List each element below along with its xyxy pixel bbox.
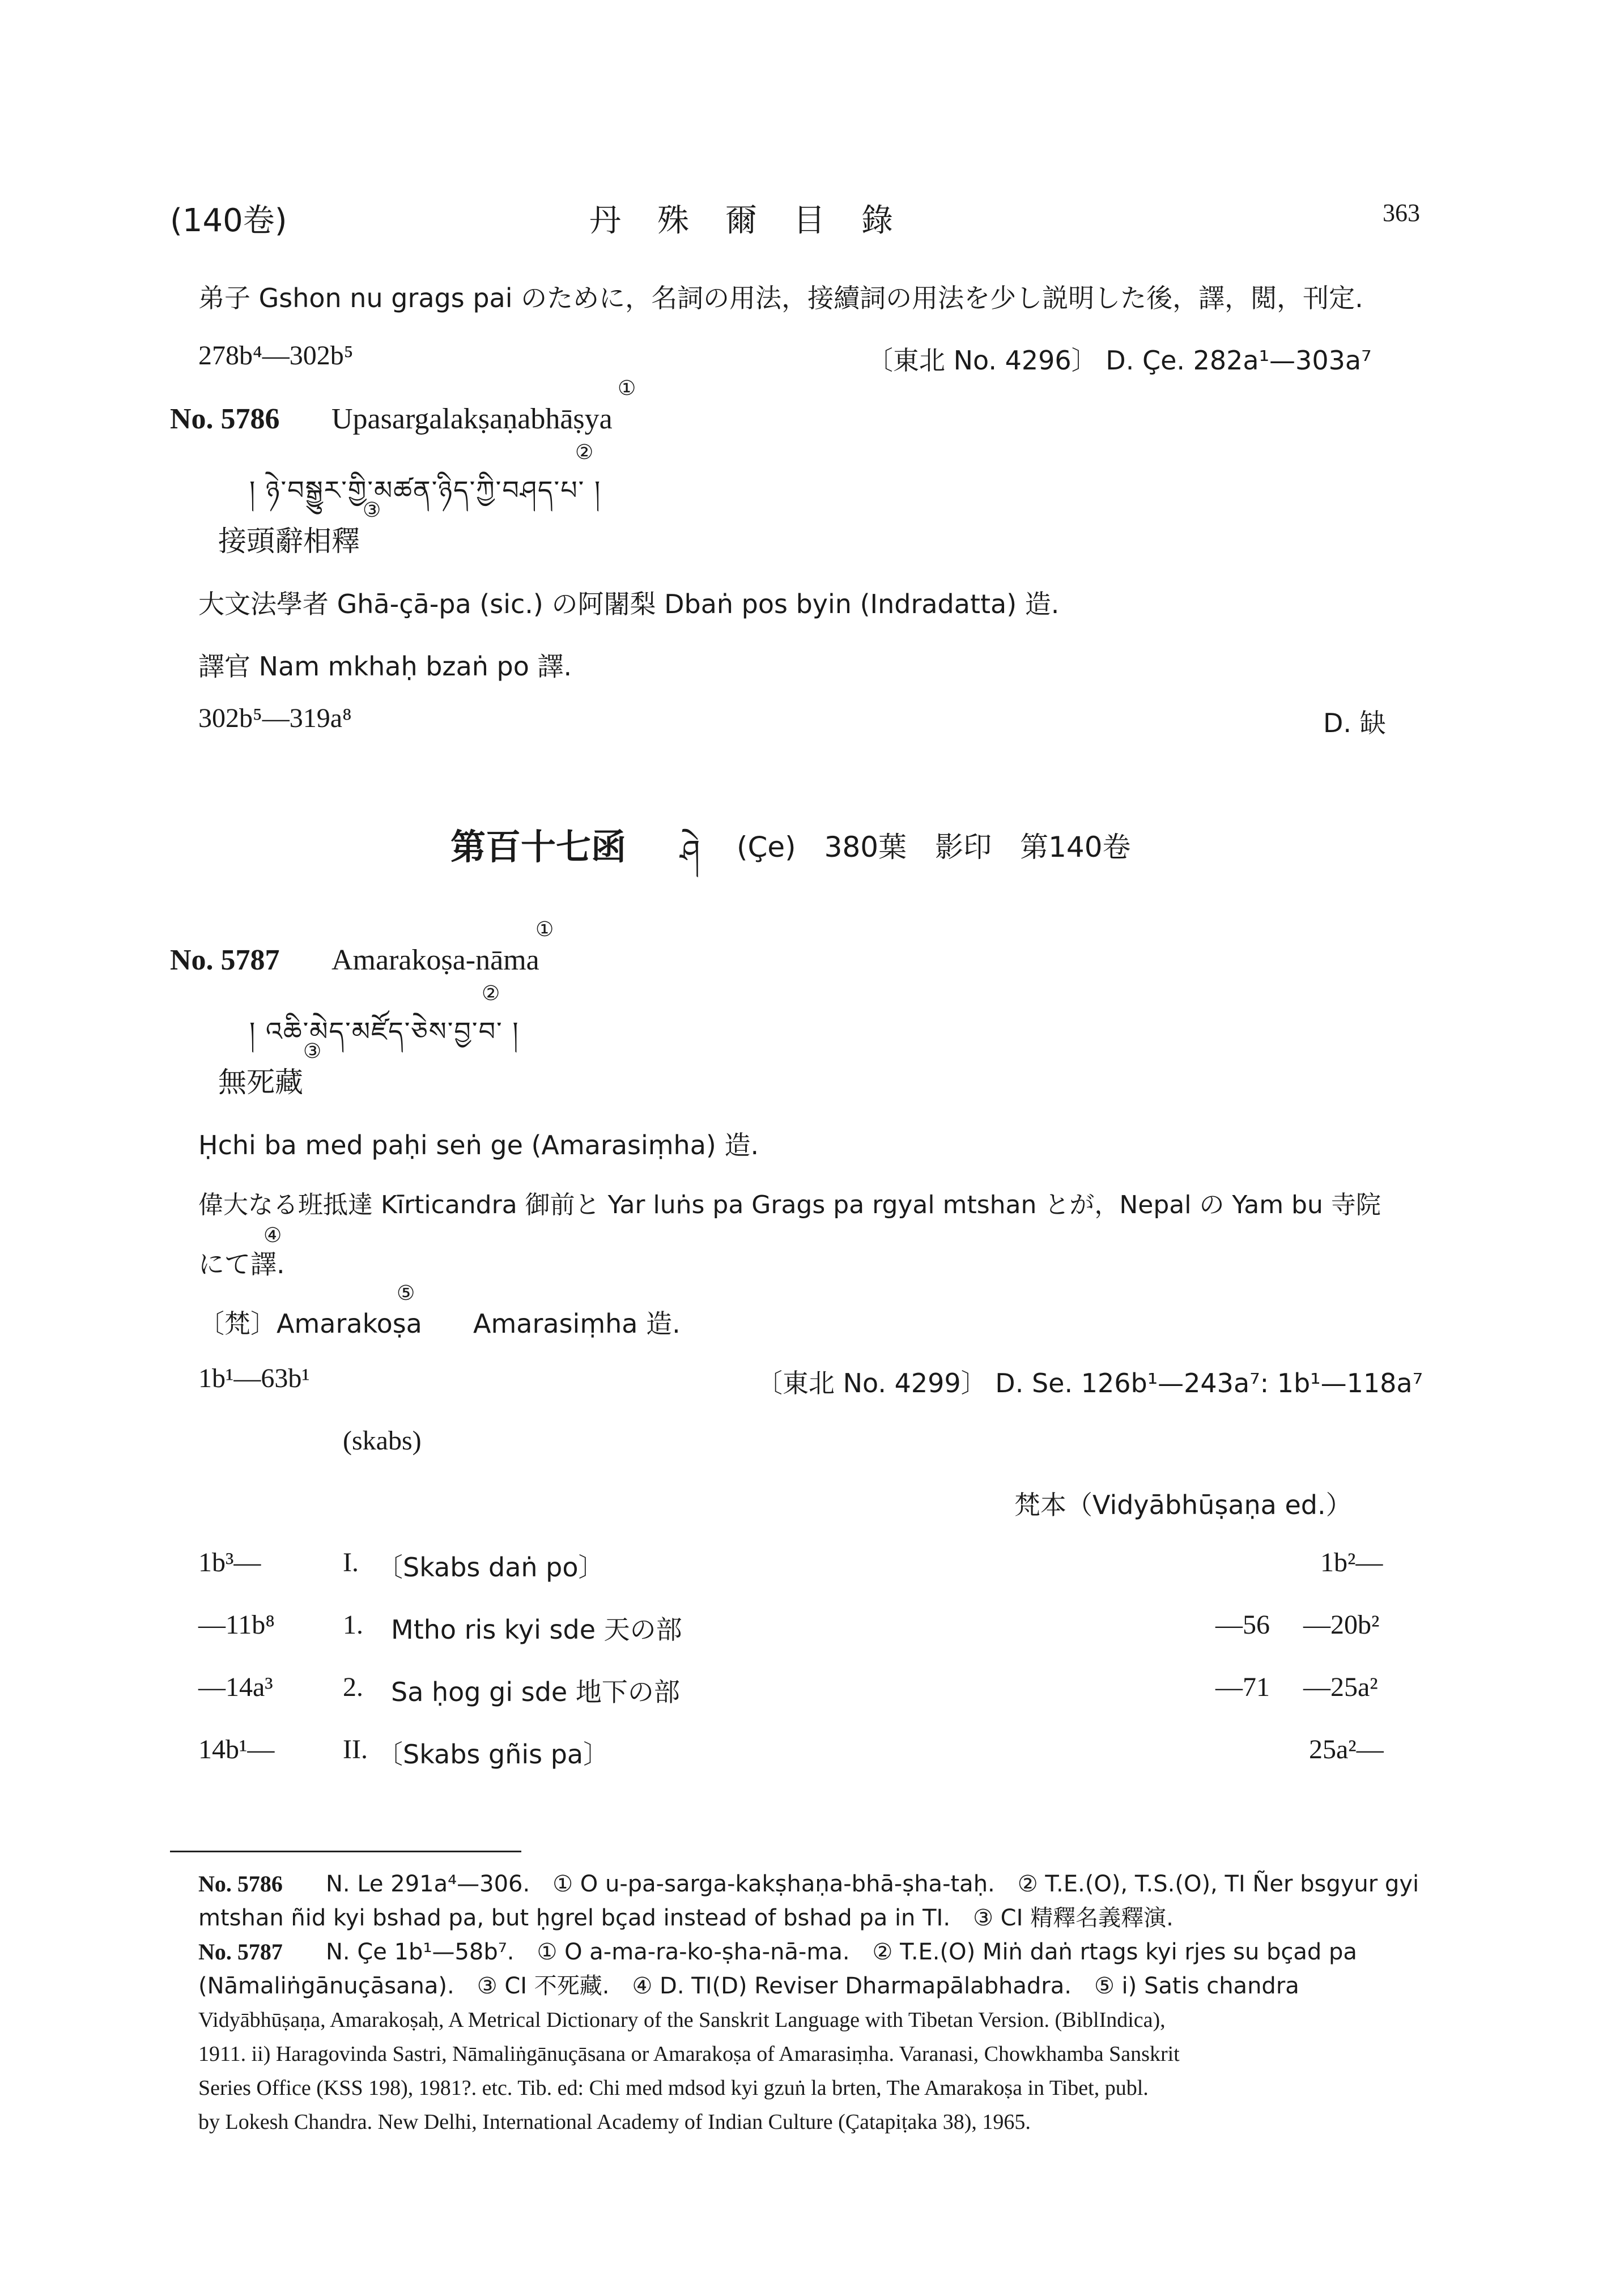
section-heading: 第百十七函 [450,826,627,868]
contents-row-num: 2. [343,1672,363,1702]
contents-row-skt-b: —20b² [1303,1610,1380,1640]
entry-5786-folio: 302b⁵—319a⁸ [198,703,352,733]
page-number: 363 [1383,199,1420,227]
footnote-rule [170,1851,521,1852]
entry-5787-mark-4: ④ [263,1224,282,1247]
contents-row-title: 〔Skabs daṅ po〕 [377,1552,605,1583]
footnote-line: Vidyābhūṣaṇa, Amarakoṣaḥ, A Metrical Dictionary of the Sanskrit Language with Tibetan Version. (BiblIndica), [198,2008,1166,2032]
entry-5786-mark-3: ③ [363,499,381,522]
contents-row-title: Sa ḥog gi sde 地下の部 [391,1677,680,1707]
entry-5786-derge: D. 缺 [1323,708,1386,738]
entry-5786-mark-2: ② [575,441,594,464]
contents-row-title: 〔Skabs gñis pa〕 [377,1739,610,1770]
entry-5787-skabs-label: (skabs) [343,1426,422,1456]
entry-5787-title: Amarakoṣa-nāma [331,944,539,976]
contents-row-num: I. [343,1547,359,1578]
section-tibetan-letter: ཤེ [680,834,702,870]
entry-5786-mark-1: ① [618,377,636,400]
entry-5787-mark-1: ① [535,918,554,941]
entry-5787-mark-2: ② [482,982,500,1005]
entry-5787-number: No. 5787 [170,944,280,976]
footnote-line: 1911. ii) Haragovinda Sastri, Nāmaliṅgānuçāsana or Amarakoṣa of Amarasiṃha. Varanasi, Chowkhamba Sanskrit [198,2042,1180,2066]
entry-5787-folio: 1b¹—63b¹ [198,1363,310,1393]
prev-entry-folio: 278b⁴—302b⁵ [198,341,354,371]
entry-5787-author: Ḥchi ba med paḥi seṅ ge (Amarasiṃha) 造. [198,1130,759,1160]
entry-5787-mark-5: ⑤ [397,1282,415,1305]
prev-entry-text: 弟子 Gshon nu grags pai のために，名詞の用法，接續詞の用法を少し説明した後，譯，閲，刊定. [198,283,1363,313]
entry-5787-sanskrit-author: Amarasiṃha 造. [473,1308,681,1339]
contents-row-folio: —11b⁸ [198,1610,275,1640]
footnote-label: No. 5786 [198,1871,283,1897]
contents-row-skt-a: —71 [1215,1672,1270,1702]
entry-5787-sanskrit-label: 〔梵〕Amarakoṣa [198,1308,422,1339]
entry-5787-tibetan: ། འཆི་མེད་མཛོད་ཅེས་བྱ་བ་ ། [249,1016,520,1047]
contents-row-folio: 1b³— [198,1547,261,1578]
footnote-line: mtshan ñid kyi bshad pa, but ḥgrel bçad instead of bshad pa in TI. ③ CI 精釋名義釋演. [198,1905,1174,1931]
entry-5787-translation-line-2: にて譯. [198,1249,285,1279]
prev-entry-refs: 〔東北 No. 4296〕 D. Çe. 282a¹—303a⁷ [867,345,1372,376]
entry-5787-sanskrit-edition: 梵本（Vidyābhūṣaṇa ed.） [1014,1490,1352,1520]
footnote-line: by Lokesh Chandra. New Delhi, International Academy of Indian Culture (Çatapiṭaka 38), 1965. [198,2110,1031,2134]
contents-row-skt-a: —56 [1215,1610,1270,1640]
entry-5786-chinese-title: 接頭辭相釋 [218,525,360,558]
contents-row-num: 1. [343,1610,363,1640]
entry-5787-mark-3: ③ [303,1040,322,1063]
contents-row-folio: 14b¹— [198,1734,275,1764]
entry-5786-tibetan: ། ཉེ་བསྒྱུར་གྱི་མཚན་ཉིད་ཀྱི་བཤད་པ་ ། [249,475,602,505]
entry-5787-chinese-title: 無死藏 [218,1066,303,1099]
volume-label: (140卷) [170,202,287,239]
contents-row-skt-b: —25a² [1303,1672,1378,1702]
entry-5786-number: No. 5786 [170,403,280,435]
entry-5787-translation-line-1: 偉大なる班抵達 Kīrticandra 御前と Yar luṅs pa Grags pa rgyal mtshan とが，Nepal の Yam bu 寺院 [198,1190,1381,1219]
entry-5787-refs: 〔東北 No. 4299〕 D. Se. 126b¹—243a⁷: 1b¹—118a⁷ [756,1368,1423,1398]
contents-row-folio: —14a³ [198,1672,273,1702]
entry-5786-translator: 譯官 Nam mkhaḥ bzaṅ po 譯. [198,651,572,682]
footnote-line: N. Çe 1b¹—58b⁷. ① O a-ma-ra-ko-ṣha-nā-ma. ② T.E.(O) Miṅ daṅ rtags kyi rjes su bçad pa [326,1939,1357,1965]
entry-5786-author: 大文法學者 Ghā-çā-pa (sic.) の阿闍梨 Dbaṅ pos byin (Indradatta) 造. [198,589,1060,619]
contents-row-skt-b: 1b²— [1320,1547,1383,1578]
contents-row-skt-b: 25a²— [1309,1734,1384,1764]
page-title: 丹 殊 爾 目 錄 [589,202,895,239]
footnote-line: (Nāmaliṅgānuçāsana). ③ CI 不死藏. ④ D. TI(D) Reviser Dharmapālabhadra. ⑤ i) Satis chandra [198,1973,1299,1999]
section-details: (Çe) 380葉 影印 第140卷 [737,831,1131,864]
entry-5786-title: Upasargalakṣaṇabhāṣya [331,403,613,435]
footnote-line: Series Office (KSS 198), 1981?. etc. Tib. ed: Chi med mdsod kyi gzuṅ la brten, The Amarakoṣa in Tibet, publ. [198,2076,1149,2100]
contents-row-num: II. [343,1734,368,1764]
footnote-label: No. 5787 [198,1939,283,1965]
contents-row-title: Mtho ris kyi sde 天の部 [391,1614,682,1645]
footnote-line: N. Le 291a⁴—306. ① O u-pa-sarga-kakṣhaṇa-bhā-ṣha-taḥ. ② T.E.(O), T.S.(O), TI Ñer bsgyur gyi [326,1871,1419,1897]
